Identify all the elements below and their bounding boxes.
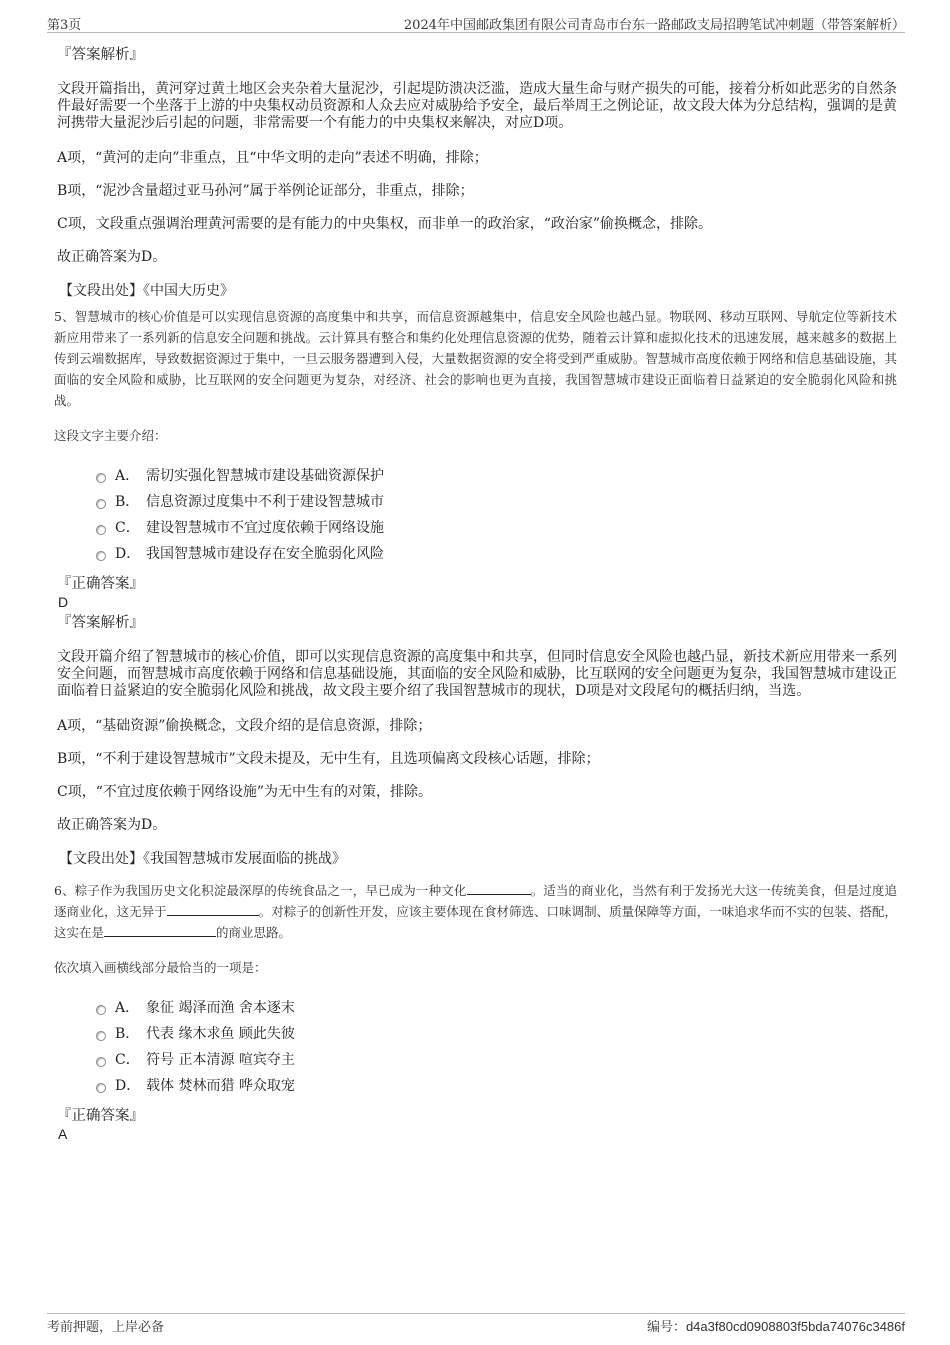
code-label: 编号： [646,1320,686,1335]
option-text: 需切实强化智慧城市建设基础资源保护 [146,468,384,484]
radio-icon[interactable] [96,499,106,509]
document-code [647,1316,905,1335]
option-text: 信息资源过度集中不利于建设智慧城市 [146,494,384,510]
q6-text-part-1: 6、粽子作为我国历史文化积淀最深厚的传统食品之一，早已成为一种文化 [54,883,467,898]
option-letter: D． [115,546,141,562]
q5-option-b[interactable] [96,491,897,517]
option-text: 载体 焚林而猎 哗众取宠 [146,1078,295,1094]
code-value: d4a3f80cd0908803f5bda74076c3486f [685,1319,905,1334]
q5-analysis-item-a: A项，“基础资源”偷换概念，文段介绍的是信息资源，排除； [57,718,432,734]
radio-icon[interactable] [96,551,106,561]
q5-option-c[interactable] [96,517,897,543]
q4-analysis-conclusion: 故正确答案为D。 [57,249,167,265]
q5-prompt: 这段文字主要介绍： [54,428,167,443]
page-footer [47,1313,905,1336]
option-letter: C． [115,520,140,536]
option-text: 代表 缘木求鱼 顾此失彼 [146,1026,295,1042]
q4-source: 【文段出处】《中国大历史》 [59,283,234,299]
q4-analysis-heading: 『答案解析』 [57,47,144,63]
q6-options [96,997,897,1101]
page-number: 第3页 [47,18,82,33]
q5-analysis-text: 文段开篇介绍了智慧城市的核心价值，即可以实现信息资源的高度集中和共享，但同时信息安全风险也越凸显，新技术新应用带来一系列安全问题，而智慧城市高度依赖于网络和信息基础设施，其面临的安全风险和威胁，比互联网的安全问题更为复杂，我国智慧城市建设正面临着日益紧迫的安全脆弱化风险和挑战，故文段主要介绍了我国智慧城市的现状，D项是对文段尾句的概括归纳，当选。 [57,649,897,699]
radio-icon[interactable] [96,1083,106,1093]
option-text: 我国智慧城市建设存在安全脆弱化风险 [146,546,384,562]
q6-text-part-2: 。适当的商业化，当然有利于发扬光大这一传统美食，但是过度追逐商业化，这无异于 [54,883,897,919]
q4-analysis-item-c: C项，文段重点强调治理黄河需要的是有能力的中央集权，而非单一的政治家，“政治家”偷换概念，排除。 [57,216,713,232]
option-letter: C． [115,1052,140,1068]
option-letter: B． [115,494,140,510]
q4-analysis-text: 文段开篇指出，黄河穿过黄土地区会夹杂着大量泥沙，引起堤防溃决泛滥，造成大量生命与财产损失的可能，接着分析如此恶劣的自然条件最好需要一个坐落于上游的中央集权动员资源和人众去应对威胁给予安全，最后举周王之例论证，故文段大体为分总结构，强调的是黄河携带大量泥沙后引起的问题，非常需要一个有能力的中央集权来解决，对应D项。 [57,81,897,131]
q5-correct-heading: 『正确答案』 [57,576,144,592]
option-text: 符号 正本清源 喧宾夺主 [146,1052,295,1068]
footer-slogan: 考前押题，上岸必备 [47,1320,165,1335]
q6-option-a[interactable] [96,997,897,1023]
q6-prompt: 依次填入画横线部分最恰当的一项是： [54,960,267,975]
q5-analysis-heading: 『答案解析』 [57,615,144,631]
q5-option-a[interactable] [96,465,897,491]
q4-analysis-item-a: A项，“黄河的走向”非重点，且“中华文明的走向”表述不明确，排除； [57,150,488,166]
option-letter: A． [115,468,140,484]
blank-1 [467,881,531,895]
q6-option-b[interactable] [96,1023,897,1049]
document-title: 2024年中国邮政集团有限公司青岛市台东一路邮政支局招聘笔试冲刺题（带答案解析） [403,18,905,33]
q5-question-text: 5、智慧城市的核心价值是可以实现信息资源的高度集中和共享，而信息资源越集中，信息安全风险也越凸显。物联网、移动互联网、导航定位等新技术新应用带来了一系列新的信息安全问题和挑战。云计算具有整合和集约化处理信息资源的优势，随着云计算和虚拟化技术的迅速发展，越来越多的数据上传到云端数据库，导致数据资源过于集中，一旦云服务器遭到入侵，大量数据资源的安全将受到严重威胁。智慧城市高度依赖于网络和信息基础设施，其面临的安全风险和威胁，比互联网的安全问题更为复杂，对经济、社会的影响也更为直接，我国智慧城市建设正面临着日益紧迫的安全脆弱化风险和挑战。 [54,309,897,408]
radio-icon[interactable] [96,525,106,535]
q5-correct-answer: D [58,594,69,610]
page-header [47,12,905,33]
q5-option-d[interactable] [96,543,897,569]
radio-icon[interactable] [96,1005,106,1015]
blank-2 [167,902,259,916]
q6-correct-heading: 『正确答案』 [57,1108,144,1124]
q5-analysis-item-c: C项，“不宜过度依赖于网络设施”为无中生有的对策，排除。 [57,784,433,800]
radio-icon[interactable] [96,473,106,483]
q6-question-text [54,880,897,943]
option-text: 象征 竭泽而渔 舍本逐末 [146,1000,295,1016]
blank-3 [104,923,216,937]
q6-option-d[interactable] [96,1075,897,1101]
q5-analysis-conclusion: 故正确答案为D。 [57,817,167,833]
q4-analysis-item-b: B项，“泥沙含量超过亚马孙河”属于举例论证部分，非重点，排除； [57,183,474,199]
q6-text-part-4: 的商业思路。 [216,925,292,940]
q6-text-part-3: 。对粽子的创新性开发，应该主要体现在食材筛选、口味调制、质量保障等方面，一味追求华而不实的包装、搭配，这实在是 [54,904,897,940]
radio-icon[interactable] [96,1031,106,1041]
q5-options [96,465,897,569]
option-letter: B． [115,1026,140,1042]
option-letter: A． [115,1000,140,1016]
q5-analysis-item-b: B项，“不利于建设智慧城市”文段未提及，无中生有，且选项偏离文段核心话题，排除； [57,751,600,767]
q5-source: 【文段出处】《我国智慧城市发展面临的挑战》 [59,851,346,867]
radio-icon[interactable] [96,1057,106,1067]
q6-option-c[interactable] [96,1049,897,1075]
q6-correct-answer: A [58,1126,68,1142]
option-letter: D． [115,1078,141,1094]
option-text: 建设智慧城市不宜过度依赖于网络设施 [146,520,384,536]
page-content [54,45,897,1145]
